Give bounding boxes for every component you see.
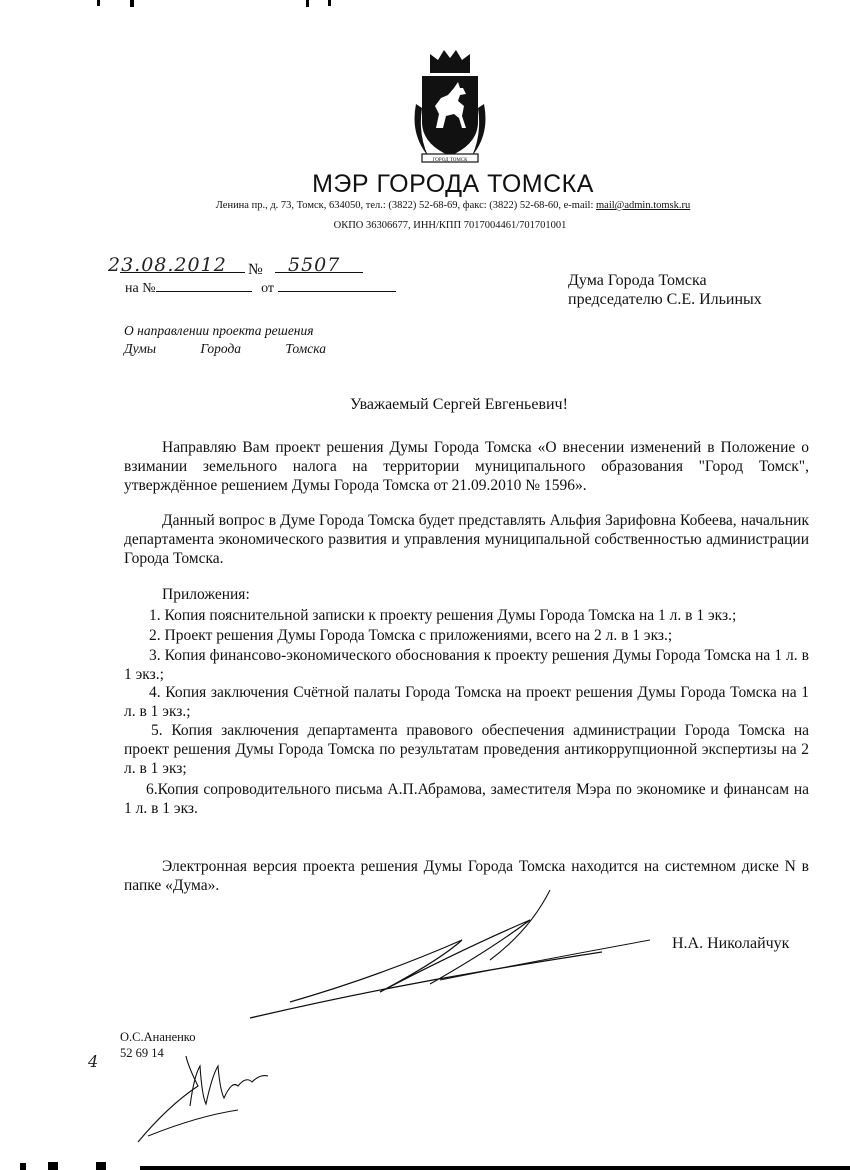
ref-date-blank: [278, 278, 396, 292]
subject-line-1: О направлении проекта решения: [124, 323, 314, 338]
attachments-title: Приложения:: [162, 586, 250, 603]
signatory-name: Н.А. Николайчук: [672, 935, 790, 952]
subject-word: Томска: [285, 341, 326, 356]
signature-icon: [230, 880, 650, 1020]
body-paragraph-1: Направляю Вам проект решения Думы Города Томска «О внесении изменений в Положение о взимании земельного налога на территории муниципального образования "Город Томск", утверждённое решением Думы Города Томска от 21.09.2010 № 1596».: [124, 439, 809, 494]
ref-label: на №: [125, 281, 156, 296]
number-underline: [275, 272, 363, 273]
executor-name: О.С.Ананенко: [120, 1030, 196, 1044]
reference-line: [125, 278, 396, 298]
coat-of-arms-emblem: [408, 44, 492, 170]
initials-signature-icon: [128, 1046, 288, 1146]
attachment-item: 3. Копия финансово-экономического обоснования к проекту решения Думы Города Томска на 1 л. в 1 экз.;: [124, 647, 809, 683]
recipient-line-2: председателю С.Е. Ильиных: [568, 291, 762, 308]
attachment-item: 2. Проект решения Думы Города Томска с приложениями, всего на 2 л. в 1 экз.;: [149, 627, 673, 644]
subject-word: Города: [200, 341, 242, 356]
salutation: Уважаемый Сергей Евгеньевич!: [350, 396, 568, 413]
email-link[interactable]: mail@admin.tomsk.ru: [596, 200, 691, 211]
attachment-item: 5. Копия заключения департамента правового обеспечения администрации Города Томска на проект решения Думы Города Томска по результатам проведения антикоррупционной экспертизы на 2 л. в 1 экз;: [124, 722, 809, 777]
scan-edge-mark: [20, 1163, 26, 1170]
address-text: Ленина пр., д. 73, Томск, 634050, тел.: (3822) 52-68-69, факс: (3822) 52-68-60, e-mail:: [215, 200, 597, 211]
scan-edge-mark: [328, 0, 331, 6]
margin-mark: 4: [88, 1052, 99, 1071]
subject-word: Думы: [124, 341, 157, 356]
registration-date: 23.08.2012: [108, 254, 227, 276]
from-label: от: [261, 281, 275, 296]
attachment-item: 4. Копия заключения Счётной палаты Города Томска на проект решения Думы Города Томска на 1 л. в 1 экз.;: [124, 684, 809, 720]
electronic-version-note: Электронная версия проекта решения Думы Города Томска находится на системном диске N в папке «Дума».: [124, 858, 809, 894]
letterhead-title: МЭР ГОРОДА ТОМСКА: [312, 170, 594, 198]
ref-number-blank: [156, 278, 252, 292]
letterhead-codes: ОКПО 36306677, ИНН/КПП 7017004461/701701001: [333, 220, 567, 231]
scan-edge-mark: [97, 0, 100, 6]
attachment-item: 6.Копия сопроводительного письма А.П.Абрамова, заместителя Мэра по экономике и финансам на 1 л. в 1 экз.: [124, 781, 809, 817]
scan-edge-mark: [96, 1162, 106, 1170]
subject-line-2: [124, 341, 326, 357]
scan-edge-mark: [130, 0, 134, 7]
attachment-item: 1. Копия пояснительной записки к проекту решения Думы Города Томска на 1 л. в 1 экз.;: [149, 607, 737, 624]
registration-number-label: №: [248, 261, 263, 278]
scan-edge-mark: [306, 0, 309, 7]
scan-edge-line: [140, 1166, 850, 1170]
body-paragraph-2: Данный вопрос в Думе Города Томска будет представлять Альфия Зарифовна Кобеева, начальник департамента экономического развития и управления муниципальной собственностью администрации Города Томска.: [124, 512, 809, 567]
executor-phone: 52 69 14: [120, 1046, 164, 1060]
scan-edge-mark: [48, 1162, 58, 1170]
letterhead-address: [0, 200, 850, 211]
registration-number: 5507: [288, 254, 341, 276]
tomsk-horse-icon: [408, 44, 492, 170]
recipient-line-1: Дума Города Томска: [568, 272, 707, 289]
date-underline: [120, 272, 245, 273]
svg-text:ГОРОД ТОМСК: ГОРОД ТОМСК: [432, 158, 468, 163]
